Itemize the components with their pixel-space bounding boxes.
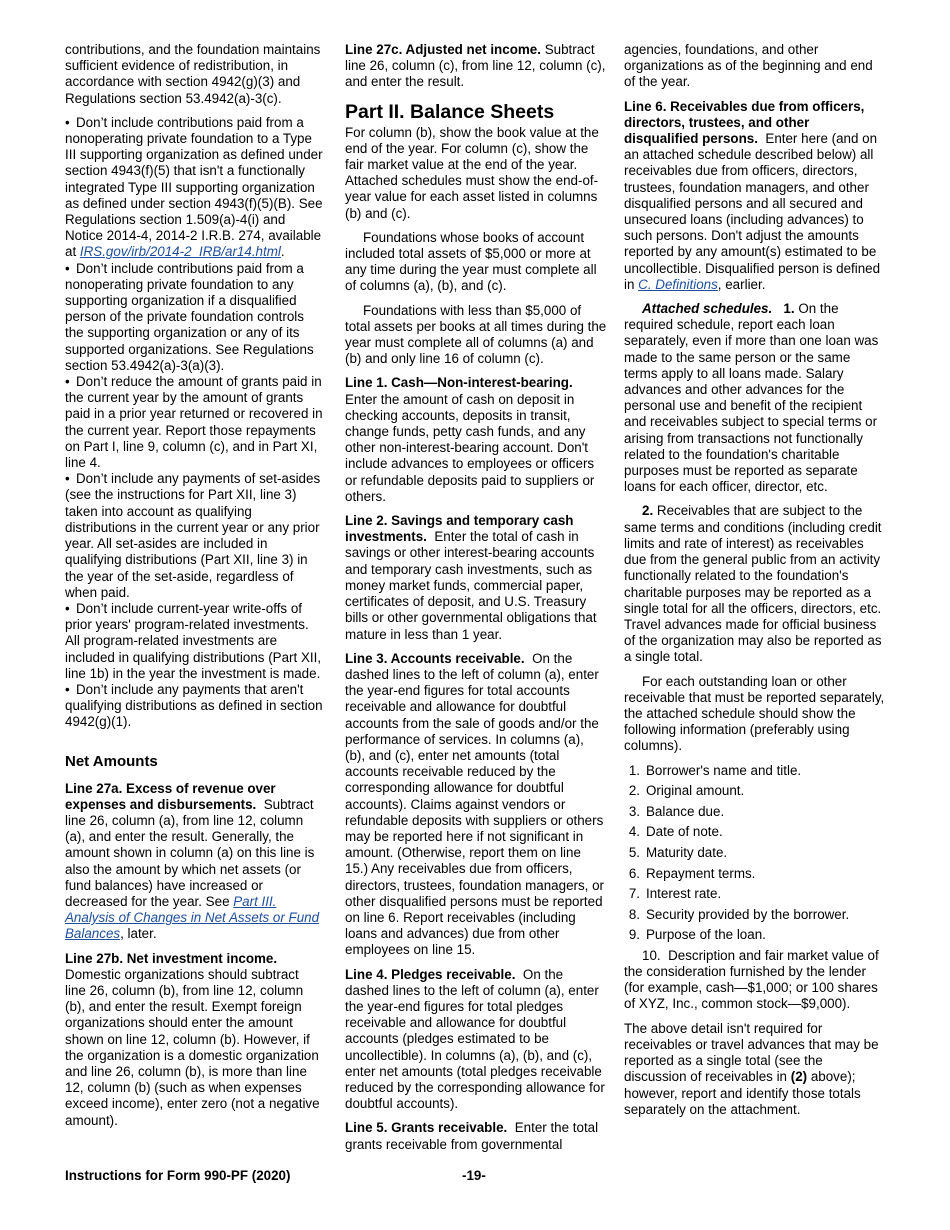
line-27c-paragraph: Line 27c. Adjusted net income. Subtract line 26, column (c), from line 12, column (c), and enter the result. (345, 42, 606, 90)
bullet-item: • Don’t include current-year write-offs of prior years' program-related investments. All program-related investments are included in qualifying distributions (Part XII, line 1b) in the year the investment is made. (65, 600, 322, 681)
line-1-heading: Line 1. Cash—Non-interest-bearing. (345, 375, 573, 391)
list-item: 10. Description and fair market value of the consideration furnished by the lender (for example, cash—$1,000; or 100 shares of XYZ, Inc., common stock—$9,000). (624, 947, 879, 1012)
list-item: 1. Borrower's name and title. (628, 762, 802, 778)
column-right (624, 42, 886, 1126)
line-1-paragraph: Line 1. Cash—Non-interest-bearing. Enter the amount of cash on deposit in checking accounts, deposits in transit, change funds, petty cash funds, and any other non-interest-bearing account. Don't include advances to employees or officers or refundable deposits paid to suppliers or others. (345, 375, 595, 504)
attached-schedules-paragraph: Attached schedules. 1. On the required schedule, report each loan separately, even if more than one loan was made to the same person or the same terms apply to all loans made. Salary advances and other advances for the personal use and benefit of the recipient and receivables subject to special terms or arising from transactions not functionally related to the foundation's charitable purposes must be reported as separate loans for each officer, director, etc. (624, 301, 879, 495)
bullet-item: • Don’t include contributions paid from a nonoperating private foundation to a Type III supporting organization as defined under section 4943(f)(5) that isn't a functionally integrated Type III supporting organization as defined under section 4943(f)(5)(B). See Regulations section 1.509(a)-4(i) and Notice 2014-4, 2014-2 I.R.B. 274, available at IRS.gov/irb/2014-2_IRB/ar14.html. (65, 114, 323, 260)
column-middle (345, 42, 607, 1161)
line-5-paragraph: Line 5. Grants receivable. Enter the total grants receivable from governmental (345, 1120, 599, 1152)
bullet-icon: • (65, 600, 70, 616)
footer-page-number: -19- (462, 1168, 486, 1183)
irs-irb-link[interactable]: IRS.gov/irb/2014-2_IRB/ar14.html (79, 244, 281, 260)
line-27c-heading: Line 27c. Adjusted net income. (345, 42, 541, 57)
list-item: 3. Balance due. (628, 803, 725, 819)
list-item: 2. Original amount. (628, 783, 745, 799)
bullet-item: • Don’t include contributions paid from a nonoperating private foundation to any supporting organization if a disqualified person of the private foundation controls the supporting organization or any of its supported organizations. See Regulations section 53.4942(a)-3(a)(3). (65, 260, 314, 373)
line-4-paragraph: Line 4. Pledges receivable. On the dashed lines to the left of column (a), enter the year-end figures for total pledges receivable and allowance for doubtful accounts (pledges estimated to be uncollectible). In columns (a), (b), and (c), enter net amounts (total pledges receivable reduced by the corresponding allowance for doubtful accounts). (345, 966, 605, 1112)
line-27a-heading: Line 27a. Excess of revenue over expenses and disbursements. (65, 780, 276, 812)
part-ii-title: Part II. Balance Sheets (345, 100, 555, 123)
list-item: 8. Security provided by the borrower. (628, 906, 850, 922)
bullet-icon: • (65, 374, 70, 390)
paragraph: For column (b), show the book value at the end of the year. For column (c), show the fair market value at the end of the year. Attached schedules must show the end-of-year value for each asset listed in columns (b) and (c). (345, 124, 599, 221)
line-27a-paragraph: Line 27a. Excess of revenue over expenses and disbursements. Subtract line 26, column (a), from line 12, column (a), and enter the result. Generally, the amount shown in column (a) on this line is also the amount by which net assets (or fund balances) have increased or decreased for the year. See Part III. Analysis of Changes in Net Assets or Fund Balances, later. (65, 780, 320, 942)
bullet-item: • Don’t include any payments of set-asides (see the instructions for Part XII, line 3) taken into account as qualifying distributions in the current year or any prior year. All set-asides are included in qualifying distributions (Part XII, line 3) in the year of the set-aside, regardless of when paid. (65, 471, 321, 600)
definitions-link[interactable]: C. Definitions (638, 276, 718, 292)
line-5-heading: Line 5. Grants receivable. (345, 1120, 508, 1136)
line-6-heading: Line 6. Receivables due from officers, directors, trustees, and other disqualified persons. (624, 98, 865, 147)
list-item: 7. Interest rate. (628, 886, 722, 902)
line-3-heading: Line 3. Accounts receivable. (345, 650, 525, 666)
part-iii-link[interactable]: Part III. Analysis of Changes in Net Assets or Fund Balances (65, 893, 320, 942)
section-heading-net-amounts: Net Amounts (65, 752, 158, 770)
bullet-icon: • (65, 471, 70, 487)
bullet-icon: • (65, 114, 70, 130)
line-27b-heading: Line 27b. Net investment income. (65, 950, 278, 966)
paragraph: The above detail isn't required for receivables or travel advances that may be reported as a single total (see the discussion of receivables in (2) above); however, report and identify those totals separately on the attachment. (624, 1020, 879, 1117)
bullet-icon: • (65, 681, 70, 697)
paragraph: contributions, and the foundation maintains sufficient evidence of redistribution, in accordance with section 4942(g)(3) and Regulations section 53.4942(a)-3(c). (65, 42, 321, 106)
line-27b-paragraph: Line 27b. Net investment income. Domestic organizations should subtract line 26, column (b), from line 12, column (b), and enter the result. Exempt foreign organizations should enter the amount shown on line 12, column (b). However, if the organization is a domestic organization and line 26, column (b), is more than line 12, column (b) (such as when expenses exceed income), enter zero (not a negative amount). (65, 950, 320, 1128)
loan-info-list (624, 763, 886, 1013)
line-3-paragraph: Line 3. Accounts receivable. On the dashed lines to the left of column (a), enter the year-end figures for total accounts receivable and allowance for doubtful accounts from the sale of goods and/or the performance of services. In columns (a), (b), and (c), enter net amounts (total accounts receivable reduced by the corresponding allowance for doubtful accounts). Claims against vendors or refundable deposits with suppliers or others may be reported here if not significant in amount. (Otherwise, report them on line 15.) Any receivables due from officers, directors, trustees, foundation managers, or other disqualified persons must be reported on line 6. Report receivables (including loans and advances) due from other employees on line 15. (345, 650, 605, 958)
list-item: 6. Repayment terms. (628, 865, 756, 881)
footer-form-title: Instructions for Form 990-PF (2020) (65, 1168, 291, 1183)
paragraph: Foundations with less than $5,000 of total assets per books at all times during the year must complete all of columns (a) and (b) and only line 16 of column (c). (345, 302, 607, 367)
column-left (65, 42, 323, 1137)
list-item: 4. Date of note. (628, 824, 723, 840)
bullet-icon: • (65, 260, 70, 276)
paragraph: 2. Receivables that are subject to the same terms and conditions (including credit limits and rate of interest) as receivables due from the general public from an activity functionally related to the foundation's charitable purposes may be reported as a single total for all the officers, directors, etc. Travel advances made for official business of the organization may also be reported as a single total. (624, 503, 882, 665)
line-4-heading: Line 4. Pledges receivable. (345, 966, 516, 982)
paragraph: For each outstanding loan or other receivable that must be reported separately, the attached schedule should show the following information (preferably using columns). (624, 673, 885, 754)
bullet-item: • Don’t reduce the amount of grants paid in the current year by the amount of grants paid in a prior year returned or recovered in the current year. Report those repayments on Part I, line 9, column (c), and in Part XI, line 4. (65, 374, 323, 471)
line-2-heading: Line 2. Savings and temporary cash investments. (345, 513, 574, 545)
attached-schedules-heading: Attached schedules. (642, 301, 773, 317)
paragraph: Foundations whose books of account included total assets of $5,000 or more at any time during the year must complete all of columns (a), (b), and (c). (345, 229, 597, 294)
paragraph: agencies, foundations, and other organizations as of the beginning and end of the year. (624, 42, 873, 90)
line-2-paragraph: Line 2. Savings and temporary cash investments. Enter the total of cash in savings or other interest-bearing accounts and temporary cash investments, such as money market funds, commercial paper, certificates of deposit, and U.S. Treasury bills or other governmental obligations that mature in less than 1 year. (345, 513, 597, 642)
line-6-paragraph: Line 6. Receivables due from officers, directors, trustees, and other disqualified persons. Enter here (and on an attached schedule described below) all receivables due from officers, directors, trustees, foundation managers, and other disqualified persons and all secured and unsecured loans (including advances) to such persons. Don't adjust the amounts reported by any amount(s) estimated to be uncollectible. Disqualified person is defined in C. Definitions, earlier. (624, 98, 881, 292)
list-item: 9. Purpose of the loan. (628, 927, 766, 943)
bullet-item: • Don’t include any payments that aren't qualifying distributions as defined in section 4942(g)(1). (65, 681, 323, 730)
list-item: 5. Maturity date. (628, 844, 728, 860)
